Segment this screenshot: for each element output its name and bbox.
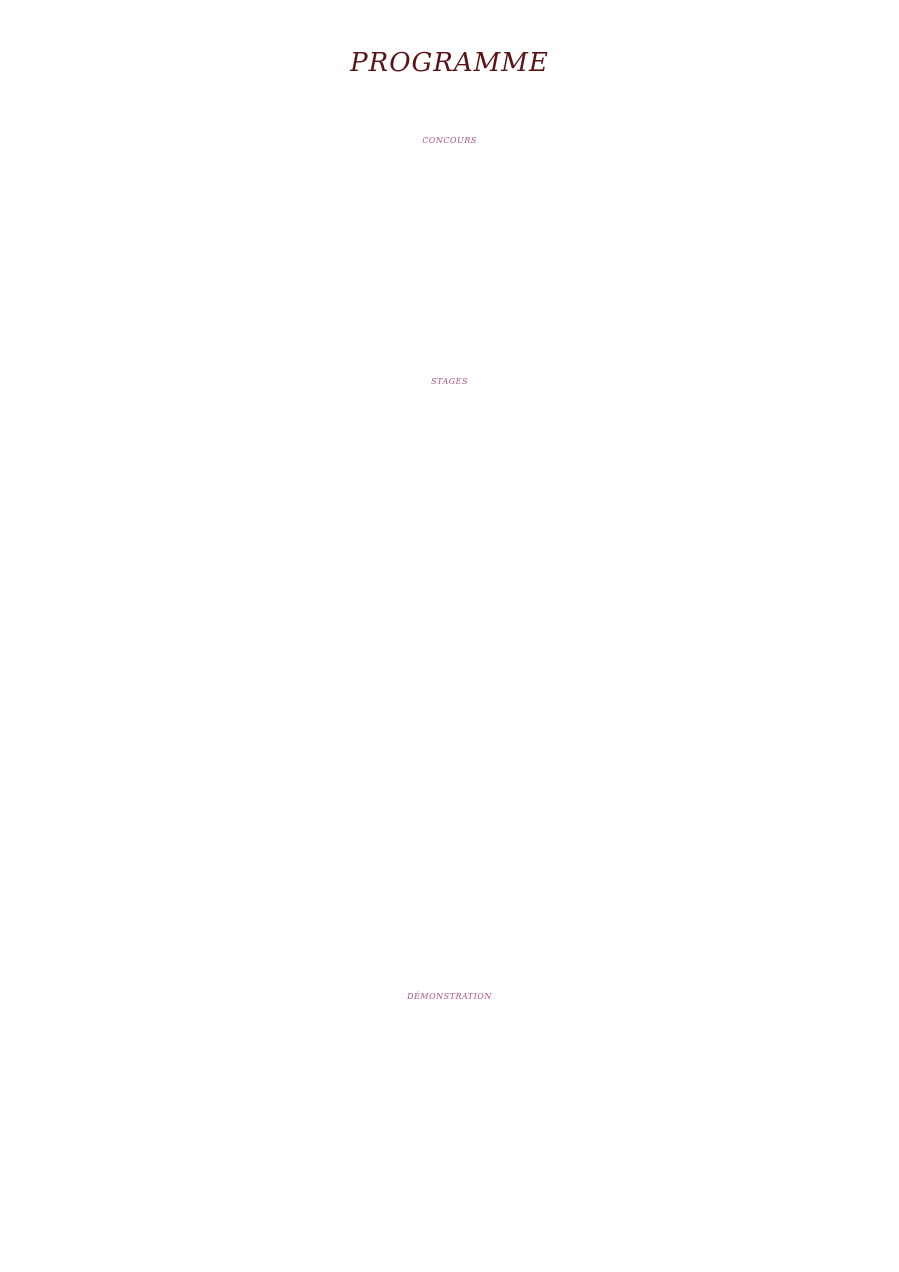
stage-line [0,785,899,811]
stage-line [0,682,899,708]
page-title: PROGRAMME [350,48,549,78]
stage-line [0,888,899,914]
concours-line [0,259,899,285]
stage-line [0,656,899,682]
demonstration-text [0,1053,899,1079]
contact-text [0,1155,899,1181]
stage-line [0,914,899,940]
stage-line [0,605,899,631]
concours-sur-place [0,315,899,341]
stage-line [0,759,899,785]
concours-heading: CONCOURS [422,136,477,145]
stage-line [0,579,899,605]
stage-line [0,708,899,734]
stage-line [0,811,899,837]
stage-line [0,553,899,579]
concours-line [0,207,899,233]
demonstration-heading: DÉMONSTRATION [407,992,492,1001]
concours-line [0,233,899,259]
stages-heading: STAGES [431,377,468,386]
stage-line [0,502,899,528]
stage-line [0,476,899,502]
stage-line [0,862,899,888]
stage-line [0,450,899,476]
